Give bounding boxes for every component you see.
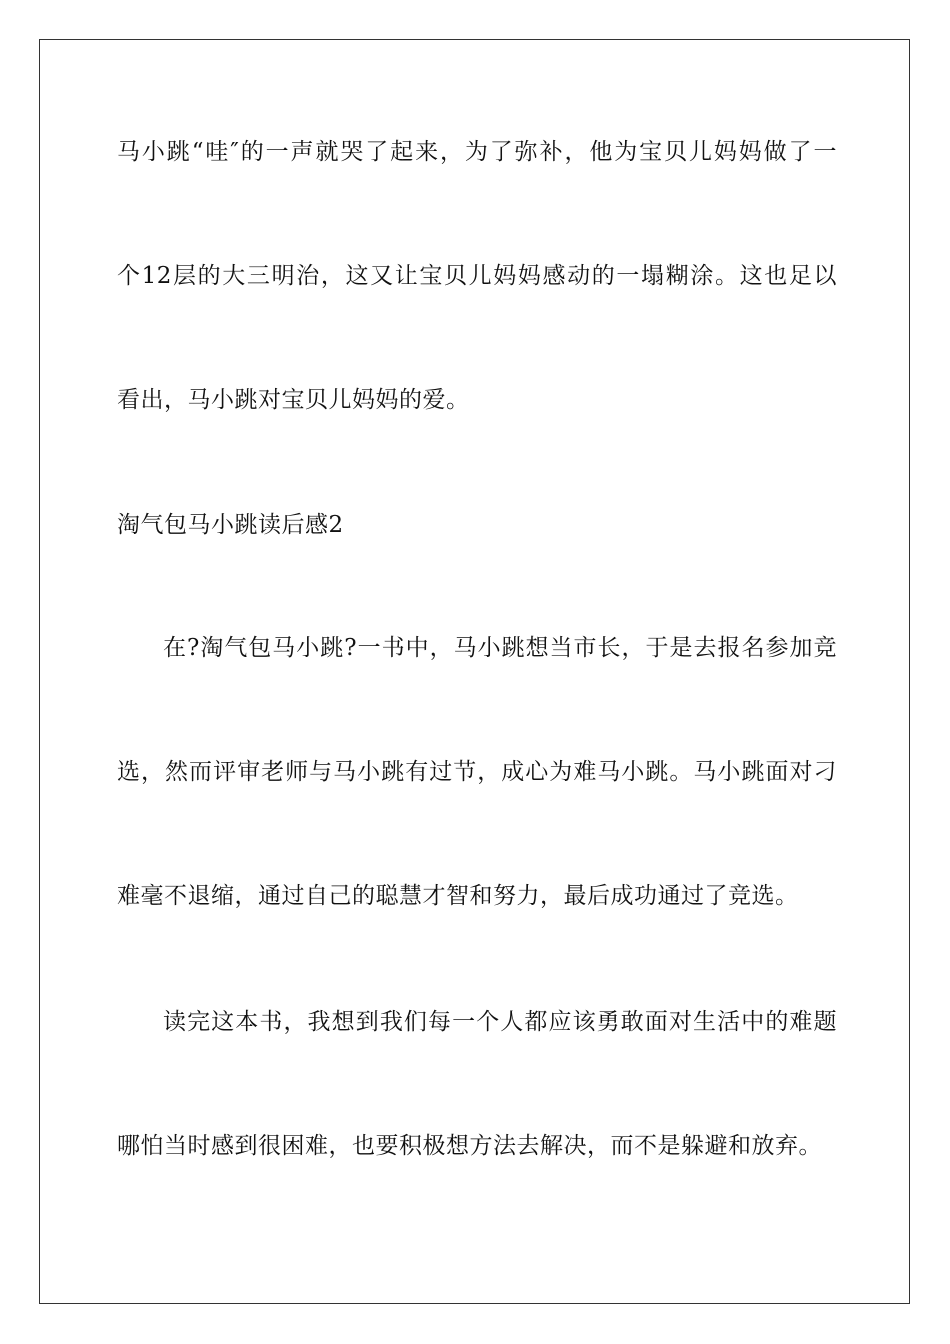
paragraph-2-line-3: 难毫不退缩，通过自己的聪慧才智和努力，最后成功通过了竞选。 — [117, 883, 799, 909]
section-heading: 淘气包马小跳读后感2 — [117, 512, 344, 538]
paragraph-1-line-3: 看出，马小跳对宝贝儿妈妈的爱。 — [117, 387, 470, 413]
paragraph-1-line-2: 个12层的大三明治，这又让宝贝儿妈妈感动的一塌糊涂。这也足以 — [117, 263, 837, 289]
paragraph-3-line-2: 哪怕当时感到很困难，也要积极想方法去解决，而不是躲避和放弃。 — [117, 1133, 822, 1159]
paragraph-2-line-2: 选，然而评审老师与马小跳有过节，成心为难马小跳。马小跳面对刁 — [117, 759, 837, 785]
paragraph-3-line-1: 读完这本书，我想到我们每一个人都应该勇敢面对生活中的难题 — [163, 1009, 837, 1035]
page-frame — [39, 39, 910, 1304]
paragraph-2-line-1: 在?淘气包马小跳?一书中，马小跳想当市长，于是去报名参加竞 — [163, 635, 837, 661]
paragraph-1-line-1: 马小跳“哇″的一声就哭了起来，为了弥补，他为宝贝儿妈妈做了一 — [117, 139, 837, 165]
